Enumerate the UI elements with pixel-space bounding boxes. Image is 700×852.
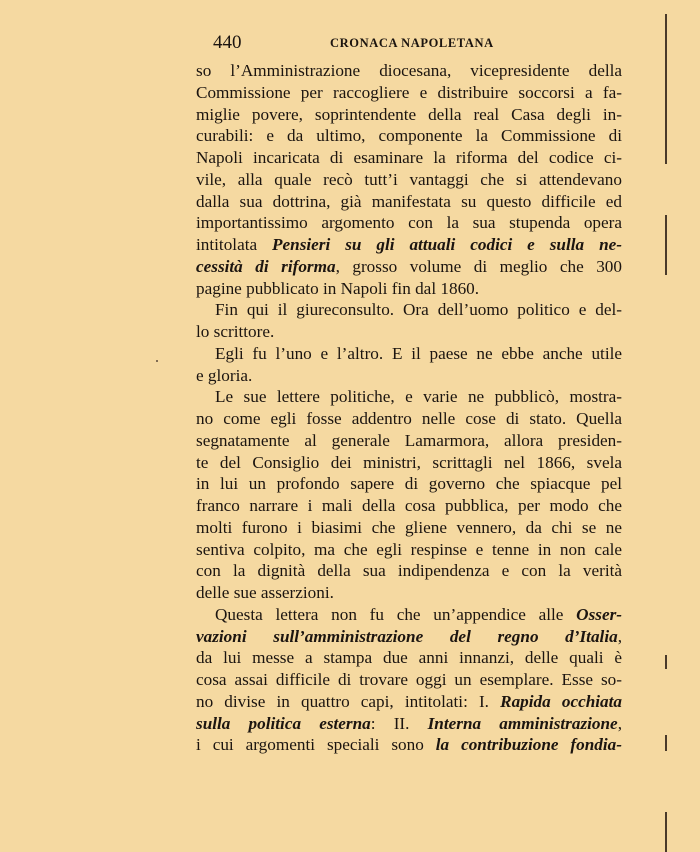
- text-line: dalla sua dottrina, già manifestata su questo difficile ed: [196, 191, 622, 211]
- text-line: i cui argomenti speciali sono la contribuzione fondia-: [196, 735, 622, 755]
- text-line: importantissimo argomento con la sua stupenda opera: [196, 213, 622, 233]
- text-line: franco narrare i mali della cosa pubblica, per modo che: [196, 496, 622, 515]
- scan-speck: [156, 360, 158, 362]
- text-line: da lui messe a stampa due anni innanzi, delle quali è: [196, 648, 622, 668]
- text-line: con la dignità della sua indipendenza e con la verità: [196, 561, 622, 581]
- text-line: vazioni sull’amministrazione del regno d’Italia,: [196, 626, 622, 646]
- text-line: te del Consiglio dei ministri, scrittagli nel 1866, svela: [196, 452, 622, 472]
- text-line: no divise in quattro capi, intitolati: I. Rapida occhiata: [196, 691, 622, 711]
- text-line: Egli fu l’uno e l’altro. E il paese ne ebbe anche utile: [215, 343, 622, 363]
- text-line: e gloria.: [196, 365, 253, 385]
- text-line: cessità di riforma, grosso volume di meglio che 300: [196, 256, 622, 276]
- text-line: intitolata Pensieri su gli attuali codici e sulla ne-: [196, 235, 622, 254]
- scan-margin-line: [665, 655, 667, 669]
- text-line: vile, alla quale recò tutt’i vantaggi che si attendevano: [196, 169, 622, 189]
- text-line: molti furono i biasimi che gliene vennero, da chi se ne: [196, 517, 622, 537]
- text-line: curabili: e da ultimo, componente la Commissione di: [196, 126, 622, 146]
- page-header: [196, 30, 622, 56]
- text-line: cosa assai difficile di trovare oggi un esemplare. Esse so-: [196, 670, 622, 689]
- text-line: Questa lettera non fu che un’appendice alle Osser-: [215, 604, 622, 624]
- text-line: lo scrittore.: [196, 322, 275, 341]
- text-line: miglie povere, soprintendente della real Casa degli in-: [196, 104, 622, 124]
- text-line: in lui un profondo sapere di governo che spiacque pel: [196, 474, 622, 494]
- text-line: Fin qui il giureconsulto. Ora dell’uomo politico e del-: [215, 300, 622, 320]
- page-number: 440: [213, 32, 242, 53]
- body-text: [196, 60, 622, 756]
- text-line: sentiva colpito, ma che egli respinse e tenne in non cale: [196, 539, 622, 559]
- text-line: segnatamente al generale Lamarmora, allora presiden-: [196, 430, 622, 450]
- text-line: pagine pubblicato in Napoli fin dal 1860.: [196, 278, 480, 298]
- scan-margin-line: [665, 812, 667, 852]
- text-line: delle sue asserzioni.: [196, 583, 334, 602]
- text-line: Napoli incaricata di esaminare la riforma del codice ci-: [196, 148, 622, 167]
- running-title: CRONACA NAPOLETANA: [330, 36, 494, 50]
- scan-margin-line: [665, 14, 667, 164]
- text-line: Le sue lettere politiche, e varie ne pubblicò, mostra-: [215, 387, 622, 407]
- text-line: sulla politica esterna: II. Interna amministrazione,: [196, 713, 622, 733]
- text-line: so l’Amministrazione diocesana, vicepresidente della: [196, 61, 622, 80]
- scan-margin-line: [665, 735, 667, 751]
- text-line: no come egli fosse addentro nelle cose di stato. Quella: [196, 409, 622, 428]
- text-line: Commissione per raccogliere e distribuire soccorsi a fa-: [196, 82, 622, 102]
- scan-margin-line: [665, 215, 667, 275]
